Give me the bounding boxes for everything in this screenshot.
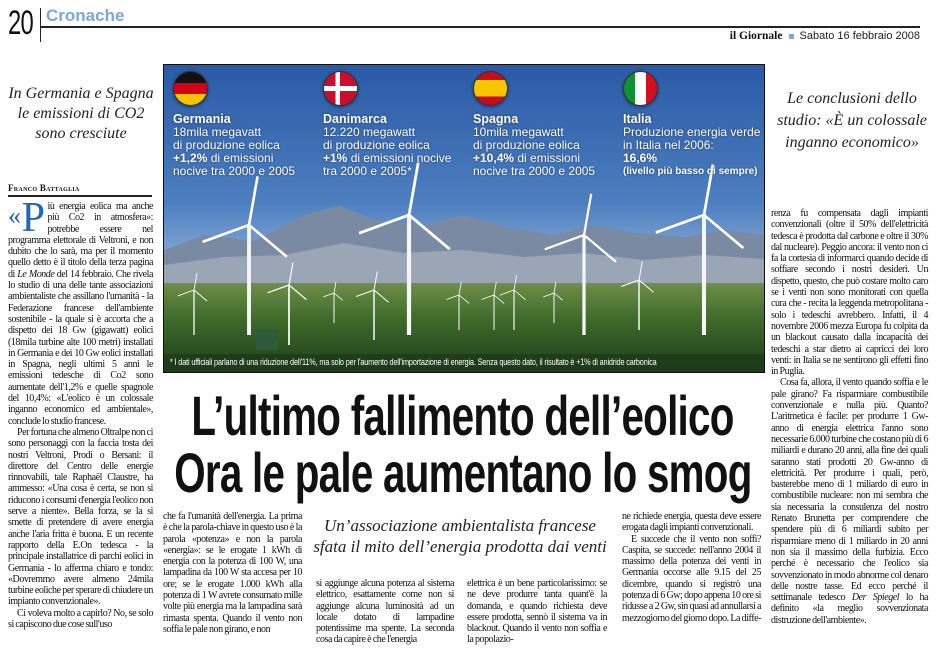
left-subheading: In Germania e Spagna le emissioni di CO2 sono cresciute — [8, 85, 154, 142]
spain-flag-icon — [473, 71, 508, 106]
article-paragraph: che fa l'umanità dell'energia. La prima è che la parola-chiave in questo uso è la parola «potenza» e non la parola «energia»: se le erogate 1 kWh di energia con la potenza di 100 W, una lampadina da 100 W sta accesa per 10 ore; se le erogate 1.000 kWh alla potenza di 1 W avrete consumato mille volte più energia ma la lampadina sarà rimasta spenta. Quando il vento non soffia le pale non girano, e non — [163, 511, 302, 635]
country-figure: +1,2% — [173, 151, 208, 165]
drop-cap: P — [21, 195, 45, 241]
article-column-2 — [163, 511, 302, 635]
infographic-footnote: * I dati ufficiali parlano di una riduzione dell'11%, ma solo per l'aumento dell'importazione di energia. Senza questo dato, il risultato è +1% di anidride carbonica — [170, 357, 657, 368]
country-line: tra 2000 e 2005* — [323, 164, 412, 178]
separator-square-icon — [789, 34, 794, 39]
header-rule — [40, 26, 920, 28]
section-title: Cronache — [46, 6, 125, 25]
country-line: nocive tra 2000 e 2005 — [173, 164, 296, 178]
article-paragraph: si aggiunge alcuna potenza al sistema elettrico, esattamente come non si aggiunge alcuna luminosità ad un locale dotato di lampadine potentissime ma spente. La seconda cosa da capire è che l'energia — [316, 578, 454, 646]
paragraph-text: del 14 febbraio. Che rivela lo studio di una delle tante associazioni ambientaliste che assillano l'umanità - la Federazione francese dell'ambiente sostenibile - la quale si è accorta che a dispetto dei 18 Gw (gigawatt) eolici (18mila turbine alte 100 metri) installati in Germania e dei 10 Gw eolici installati in Spagna, negli ultimi 5 anni le emissioni tedesche di Co2 sono aumentate dell'1,2% e quelle spagnole del 10,4%: «L'eolico è un colossale inganno economico ed ambientale», conclude lo studio francese. — [8, 268, 153, 427]
country-line: 12.220 megawatt — [323, 125, 416, 139]
country-info-italia — [623, 71, 765, 178]
country-figure: +10,4% — [473, 151, 515, 165]
byline: Franco Battaglia — [8, 183, 152, 197]
country-line: di produzione eolica — [173, 138, 280, 152]
country-line — [623, 152, 765, 165]
small-building — [256, 330, 278, 350]
article-paragraph: renza fu compensata dagli impianti convenzionali (oltre il 50% dell'elettricità tedesca è prodotta dal carbone e oltre il 30% dal nucleare). Peggio ancora: il vento non ci fa la cortesia di informarci quando decide di soffiare secondo i nostri desideri. Un dispetto, questo, che può costare molto caro se i venti non sono monitorati con quella cura che - recita la leggenda metropolitana - solo i tedeschi avrebbero. Infatti, il 4 novembre 2006 mezza Europa fu colpita da un blackout causato dalla incapacità dei tedeschi a star dietro ai capricci dei loro venti: in Italia se ne sentirono gli effetti fino in Puglia. — [771, 208, 928, 378]
country-line: di produzione eolica — [473, 138, 580, 152]
country-line-text: di emissioni nocive — [347, 151, 452, 165]
country-line: 10mila megawatt — [473, 125, 564, 139]
headline-line-1 — [163, 384, 763, 447]
publication-name: Der Spiegel — [851, 592, 900, 604]
article-paragraph: E succede che il vento non soffi? Caspita, se succede: nell'anno 2004 il massimo della potenza dei venti in Germania occorse alle 9.15 del 25 dicembre, quando si registrò una potenza di 6 Gw; dopo appena 10 ore si ridusse a 2 Gw, sin quasi ad annullarsi a mezzogiorno del giorno dopo. La diffe- — [622, 533, 762, 624]
article-column-5 — [622, 511, 761, 624]
wind-farm-infographic — [163, 64, 765, 373]
article-paragraph: elettrica è un bene particolarissimo: se ne deve produrre tanta quant'è la domanda, e quando richiesta deve essere prodotta, sennò il sistema va in blackout. Quando il vento non soffia e la popolazio- — [467, 578, 607, 646]
germany-flag-icon — [173, 71, 208, 106]
page-number: 20 — [8, 4, 34, 42]
deck-subheading: Un’associazione ambientalista francese sfata il mito dell’energia prodotta dai venti — [313, 516, 607, 556]
right-subheading: Le conclusioni dello studio: «È un colossale inganno economico» — [777, 90, 927, 151]
article-column-1 — [8, 195, 153, 630]
country-line: in Italia nel 2006: — [623, 138, 714, 152]
italy-flag-icon — [623, 71, 658, 106]
lead-quote-mark: « — [8, 201, 21, 230]
country-info-danimarca — [323, 71, 473, 178]
article-paragraph: ne richiede energia, questa deve essere erogata dagli impianti convenzionali. — [622, 511, 761, 534]
country-line: di produzione eolica — [323, 138, 430, 152]
country-figure: 16,6% — [623, 151, 658, 165]
country-name: Germania — [173, 112, 231, 126]
issue-date: Sabato 16 febbraio 2008 — [799, 30, 920, 42]
publication-name: Le Monde — [17, 268, 55, 280]
article-column-4 — [467, 578, 607, 646]
masthead — [730, 30, 920, 42]
country-info-germania — [173, 71, 323, 178]
headline-line-2 — [163, 441, 763, 504]
newspaper-name: il Giornale — [729, 30, 783, 42]
article-paragraph — [8, 195, 153, 427]
country-figure: +1% — [323, 151, 348, 165]
denmark-flag-icon — [323, 71, 358, 106]
headline-text: L’ultimo fallimento dell’eolico — [191, 384, 735, 447]
country-name: Danimarca — [323, 112, 387, 126]
article-column-6 — [771, 208, 928, 626]
article-paragraph: Per fortuna che almeno Oltralpe non ci sono personaggi con la faccia tosta dei nostri Veltroni, Prodi o Bersani: il direttore del Centro delle energie rinnovabili, tale Raphaël Claustre, ha ammesso: «Una cosa è certa, se non si riducono i consumi d'energia l'eolico non serve a niente». Bella forza, se la si smette di pretendere di avere energia anche l'aria fritta è buona. E un recente rapporto della E.On tedesca - la principale installatrice di parchi eolici in Germania - lo afferma chiaro e tondo: «Dovremmo avere almeno 24mila turbine eoliche per sperare di chiudere un impianto convenzionale». — [8, 426, 153, 608]
country-line: 18mila megavatt — [173, 125, 262, 139]
article-paragraph — [771, 377, 928, 626]
country-name: Spagna — [473, 112, 519, 126]
country-name: Italia — [623, 112, 652, 126]
article-column-3 — [316, 578, 454, 646]
header-divider — [40, 8, 41, 42]
country-line-text: di emissioni — [514, 151, 581, 165]
paragraph-text: lo ha definito «la meglio sovvenzionata distruzione dell'ambiente». — [771, 592, 928, 626]
headline-text: Ora le pale aumentano lo smog — [174, 441, 752, 504]
country-line-text: di emissioni — [207, 151, 274, 165]
paragraph-text: Cosa fa, allora, il vento quando soffia e le pale girano? Fa risparmiare combustibile convenzionale e nulla più. Quanto? L'aritmetica è facile: per produrre 1 Gw-anno di energia elettrica l'anno sono necessarie 6.000 turbine che costano più di 6 miliardi e durano 20 anni, alla fine dei quali saranno stati prodotti 20 Gw-anno di elettricità. Per produrre i quali, però, basterebbe meno di 1 miliardo di euro in combustibile nucleare: non mi sembra che sia necessaria la consulenza del nostro Renato Brunetta per comprendere che spendere più di 6 miliardi subito per risparmiare meno di 1 miliardo in 20 anni non sia il massimo della furbizia. Ecco perché è necessario che l'eolico sia sovvenzionato in modo abnorme col denaro delle nostre tasse. Ed ecco perché il settimanale tedesco — [771, 377, 928, 604]
country-info-spagna — [473, 71, 623, 178]
paragraph-text: iù energia eolica ma anche più Co2 in atmosfera»: potrebbe essere nel programma elettorale di Veltroni, e non dubito che lo sarà, ma per il momento quello detto è il titolo della terza pagina di — [8, 201, 153, 280]
country-line: (livello più basso di sempre) — [623, 166, 758, 177]
country-line: Produzione energia verde — [623, 125, 761, 139]
country-line: nocive tra 2000 e 2005 — [473, 164, 596, 178]
article-paragraph: Ci voleva molto a capirlo? No, se solo si capiscono due cose sull'uso — [8, 607, 153, 630]
